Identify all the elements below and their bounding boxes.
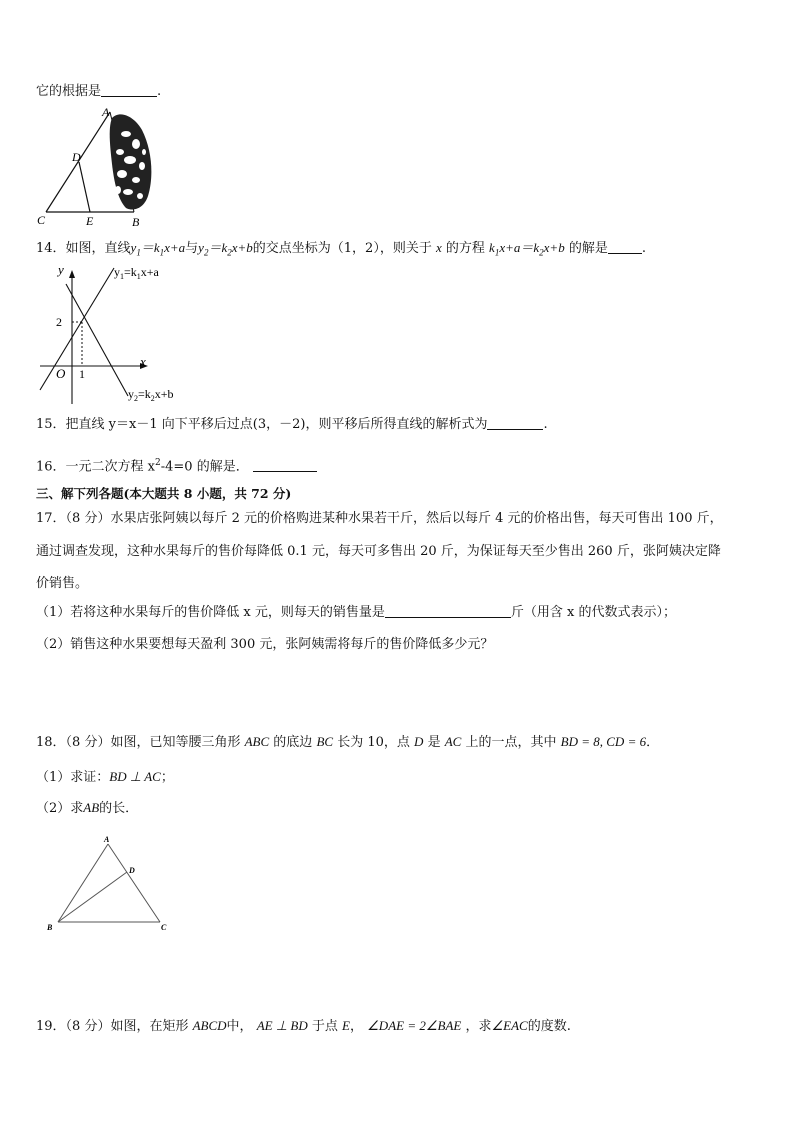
q18-part1: （1）求证：BD ⊥ AC； xyxy=(36,769,174,785)
q17-line3: 价销售。 xyxy=(36,576,89,591)
q17-part1: （1）若将这种水果每斤的售价降低 x 元，则每天的销售量是 斤（用含 x 的代数式表示）； xyxy=(36,605,676,620)
q17-part2: （2）销售这种水果要想每天盈利 300 元，张阿姨需将每斤的售价降低多少元？ xyxy=(36,637,494,652)
q14-graph xyxy=(36,262,206,410)
line1-label: $y_1=k_1x+a$ xyxy=(114,265,159,281)
answer-blank[interactable] xyxy=(101,84,157,97)
q14-text: 14．如图，直线$y_1=k_1x+a$与$y_2=k_2x+b$的交点坐标为（1，2），则关于 x 的方程 $k_1x+a=k_2x+b$ 的解是 . xyxy=(36,240,646,258)
label-A: A xyxy=(104,835,110,844)
label-B: B xyxy=(47,923,53,932)
line2-label: $y_2=k_2x+b$ xyxy=(128,387,174,403)
label-B: B xyxy=(132,215,140,229)
answer-blank[interactable] xyxy=(608,241,642,254)
axis-y-label: y xyxy=(58,262,64,277)
answer-blank[interactable] xyxy=(487,417,543,430)
q18-part2: （2）求AB的长． xyxy=(36,800,139,816)
axis-x-label: x xyxy=(140,354,146,369)
q13-figure xyxy=(30,104,160,230)
label-D: D xyxy=(129,866,135,875)
tick-1: 1 xyxy=(79,367,85,381)
q15-text: 15．把直线 y＝x－1 向下平移后过点(3，－2)，则平移后所得直线的解析式为 . xyxy=(36,417,548,432)
label-D: D xyxy=(72,150,81,164)
q16-text: 16．一元二次方程 $x^2-4=0$ 的解是． xyxy=(36,455,317,475)
q18-text: 18．（8 分）如图，已知等腰三角形 ABC 的底边 BC 长为 10，点 D 是 AC 上的一点，其中 BD = 8, CD = 6． xyxy=(36,734,660,750)
q19-text: 19．（8 分）如图，在矩形 ABCD中， AE ⊥ BD 于点 E， ∠DAE = 2∠BAE ，求∠EAC的度数. xyxy=(36,1018,571,1034)
section-title: 三、解下列各题(本大题共 8 小题，共 72 分) xyxy=(36,486,292,501)
q18-triangle-figure xyxy=(42,832,178,936)
origin-label: O xyxy=(56,366,66,381)
q17-line2: 通过调查发现，这种水果每斤的售价每降低 0.1 元，每天可多售出 20 斤，为保证每天至少售出 260 斤，张阿姨决定降 xyxy=(36,544,721,559)
q17-line1: 17．（8 分）水果店张阿姨以每斤 2 元的价格购进某种水果若干斤，然后以每斤 4 元的价格出售，每天可售出 100 斤， xyxy=(36,511,723,526)
label-C: C xyxy=(161,923,167,932)
tick-2: 2 xyxy=(56,315,62,329)
q13-tail: 它的根据是 . xyxy=(36,84,162,99)
label-A: A xyxy=(102,105,110,119)
label-E: E xyxy=(86,214,94,228)
answer-blank[interactable] xyxy=(253,459,317,472)
label-C: C xyxy=(37,213,46,227)
answer-blank[interactable] xyxy=(385,605,511,618)
